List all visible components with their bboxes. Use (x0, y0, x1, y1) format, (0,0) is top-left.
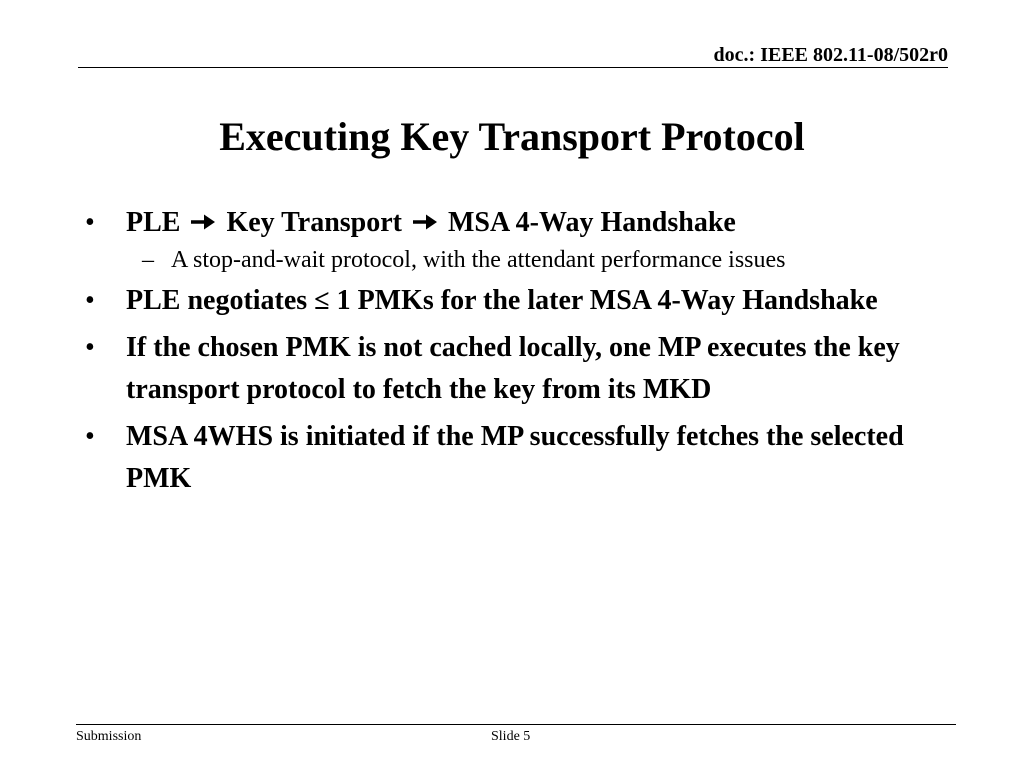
bullet-item (85, 327, 915, 411)
bullet-item (85, 416, 915, 500)
bullet-text-part: PLE (126, 207, 181, 238)
bullet-marker: • (85, 207, 95, 238)
bullet-marker: • (85, 332, 95, 363)
bullet-item (85, 280, 915, 322)
right-arrow-icon (189, 212, 217, 232)
bullet-marker: • (85, 285, 95, 316)
bullet-text: If the chosen PMK is not cached locally, one MP executes the key transport protocol to fetch the key from its MKD (126, 332, 900, 405)
sub-bullet-marker: – (142, 247, 154, 273)
bullet-text: MSA 4WHS is initiated if the MP successfully fetches the selected PMK (126, 421, 904, 494)
sub-bullet-item (85, 245, 915, 275)
bullet-marker: • (85, 421, 95, 452)
slide-body (85, 202, 915, 500)
slide-title: Executing Key Transport Protocol (219, 114, 805, 159)
footer-submission: Submission (76, 729, 142, 744)
bullet-text-part: MSA 4-Way Handshake (448, 207, 736, 238)
header-divider (78, 67, 948, 68)
bullet-item (85, 202, 915, 244)
right-arrow-icon (411, 212, 439, 232)
bullet-text-part: Key Transport (226, 207, 402, 238)
document-id: doc.: IEEE 802.11-08/502r0 (713, 44, 948, 66)
sub-bullet-text: A stop-and-wait protocol, with the attendant performance issues (171, 247, 786, 273)
footer-slide-number: Slide 5 (491, 729, 531, 744)
bullet-text: PLE negotiates ≤ 1 PMKs for the later MSA 4-Way Handshake (126, 285, 878, 316)
footer-divider (76, 724, 956, 725)
